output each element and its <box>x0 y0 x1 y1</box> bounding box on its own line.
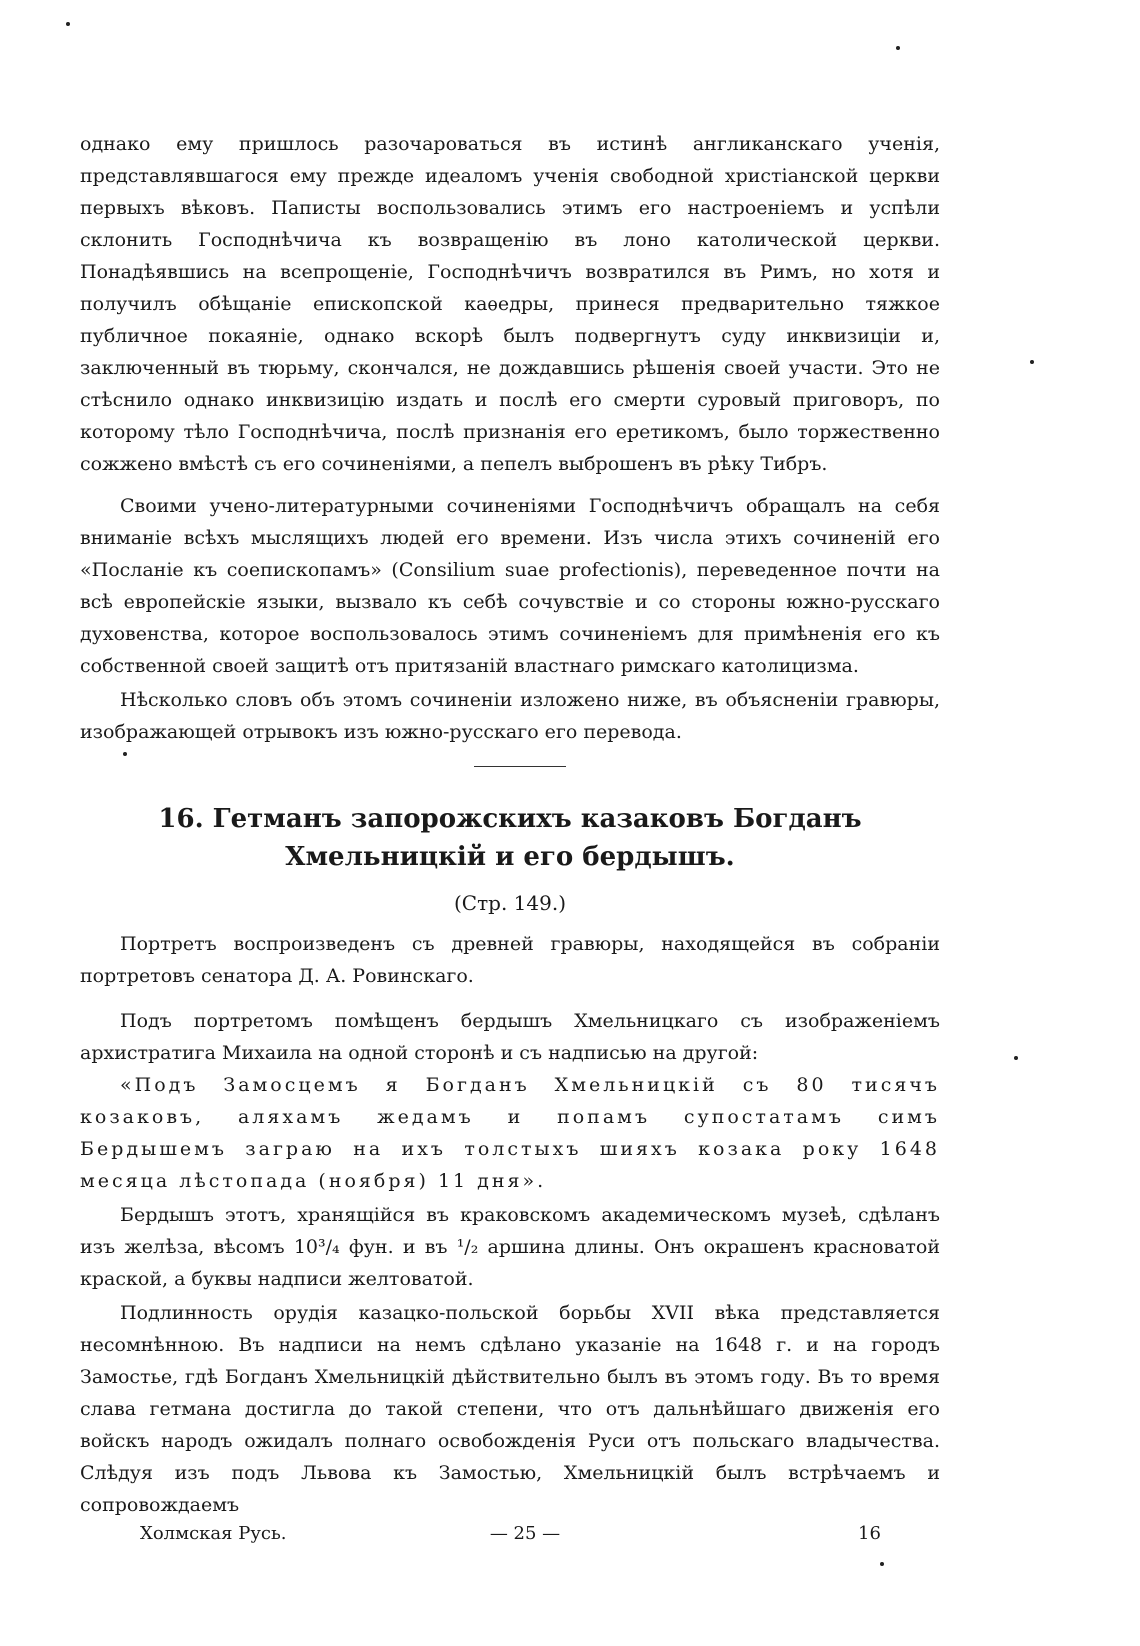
footer-page-number: — 25 — <box>489 1523 561 1544</box>
section-heading: 16. Гетманъ запорожскихъ казаковъ Богданъ Хмельницкій и его бердышъ. <box>158 804 862 872</box>
print-speck <box>880 1562 884 1566</box>
paragraph-1-text: однако ему пришлось разочароваться въ истинѣ англиканскаго ученія, представлявшагося ему прежде идеаломъ ученія свободной христіанской церкви первыхъ вѣковъ. Паписты воспользовались этимъ его настроеніемъ и успѣли склонить Господнѣчича къ возвращенію въ лоно католической церкви. Понадѣявшись на всепрощеніе, Господнѣчичъ возвратился въ Римъ, но хотя и получилъ обѣщаніе епископской каѳедры, принеся предварительно тяжкое публичное покаяніе, однако вскорѣ былъ подвергнутъ суду инквизиціи и, заключенный въ тюрьму, скончался, не дождавшись рѣшенія своей участи. Это не стѣснило однако инквизицію издать и послѣ его смерти суровый приговоръ, по которому тѣло Господнѣчича, послѣ признанія его еретикомъ, было торжественно сожжено вмѣстѣ съ его сочиненіями, а пепелъ выброшенъ въ рѣку Тибръ. <box>80 133 940 475</box>
print-speck <box>1030 360 1034 364</box>
print-speck <box>896 46 900 50</box>
paragraph-3-text: Нѣсколько словъ объ этомъ сочиненіи изложено ниже, въ объясненіи гравюры, изображающей отрывокъ изъ южно-русскаго его перевода. <box>80 689 940 743</box>
paragraph-7 <box>80 1297 940 1521</box>
footer-running-title: Холмская Русь. <box>140 1523 287 1544</box>
paragraph-6 <box>80 1199 940 1295</box>
inscription-quote: «Подъ Замосцемъ я Богданъ Хмельницкій съ 80 тисячъ козаковъ, аляхамъ жедамъ и попамъ супостатамъ симъ Бердышемъ заграю на ихъ толстыхъ шияхъ козака року 1648 месяца лѣстопада (ноября) 11 дня». <box>80 1074 940 1192</box>
page-footer <box>0 1519 1140 1549</box>
paragraph-2 <box>80 490 940 682</box>
paragraph-2-text: Своими учено-литературными сочиненіями Господнѣчичъ обращалъ на себя вниманіе всѣхъ мыслящихъ людей его времени. Изъ числа этихъ сочиненій его «Посланіе къ соепископамъ» (Consilium suae profectionis), переведенное почти на всѣ европейскіе языки, вызвало къ себѣ сочувствіе и со стороны южно-русскаго духовенства, которое воспользовалось этимъ сочиненіемъ для примѣненія его къ собственной своей защитѣ отъ притязаній властнаго римскаго католицизма. <box>80 495 940 677</box>
footer-signature-mark: 16 <box>858 1523 881 1544</box>
paragraph-1 <box>80 128 940 480</box>
print-speck <box>66 22 70 26</box>
print-speck <box>123 752 127 756</box>
paragraph-4 <box>80 928 940 992</box>
print-speck <box>1014 1056 1018 1060</box>
paragraph-6-text: Бердышъ этотъ, хранящійся въ краковскомъ академическомъ музеѣ, сдѣланъ изъ желѣза, вѣсомъ 10³/₄ фун. и въ ¹/₂ аршина длины. Онъ окрашенъ красноватой краской, а буквы надписи желтоватой. <box>80 1204 940 1290</box>
section-divider <box>474 766 566 767</box>
paragraph-7-text: Подлинность орудія казацко-польской борьбы XVII вѣка представляется несомнѣнною. Въ надписи на немъ сдѣлано указаніе на 1648 г. и на городъ Замостье, гдѣ Богданъ Хмельницкій дѣйствительно былъ въ этомъ году. Въ то время слава гетмана достигла до такой степени, что отъ дальнѣйшаго движенія его войскъ народъ ожидалъ полнаго освобожденія Руси отъ польскаго владычества. Слѣдуя изъ подъ Львова къ Замостью, Хмельницкій былъ встрѣчаемъ и сопровождаемъ <box>80 1302 940 1516</box>
page-reference: (Стр. 149.) <box>453 891 567 915</box>
paragraph-3 <box>80 684 940 748</box>
paragraph-4-text: Портретъ воспроизведенъ съ древней гравюры, находящейся въ собраніи портретовъ сенатора Д. А. Ровинскаго. <box>80 933 940 987</box>
paragraph-5 <box>80 1005 940 1069</box>
paragraph-5-text: Подъ портретомъ помѣщенъ бердышъ Хмельницкаго съ изображеніемъ архистратига Михаила на одной сторонѣ и съ надписью на другой: <box>80 1010 940 1064</box>
